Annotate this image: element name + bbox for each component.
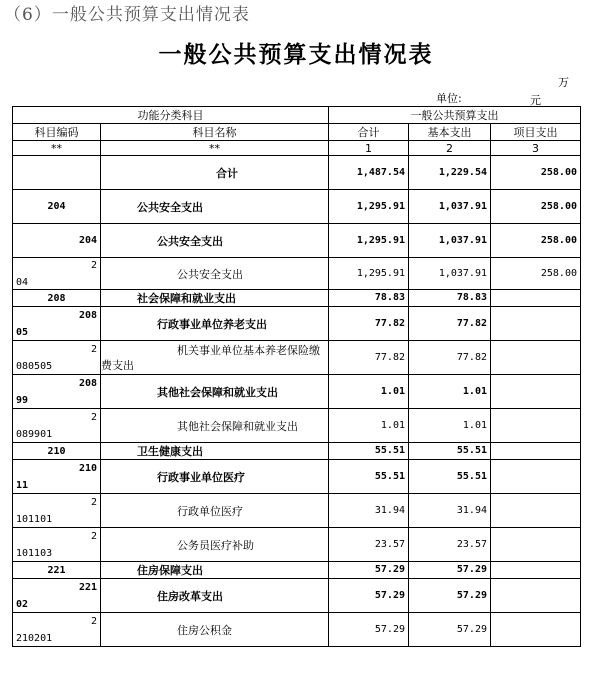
row-total: 1,295.91: [329, 190, 409, 224]
row-name-text: 机关事业单位基本养老保险缴费支出: [101, 343, 320, 372]
unit-wan: 万: [558, 76, 569, 89]
unit-yuan: 元: [530, 94, 541, 107]
row-basic: 31.94: [409, 494, 491, 528]
row-code-part-b: 080505: [16, 360, 53, 372]
row-name: 行政单位医疗: [101, 494, 329, 528]
row-code: 208: [13, 290, 101, 307]
index-basic: 2: [409, 141, 491, 156]
row-total: 1.01: [329, 375, 409, 409]
budget-table: [12, 106, 581, 647]
header-group-row: [13, 107, 581, 124]
row-name: 公共安全支出: [101, 258, 329, 290]
row-total: 78.83: [329, 290, 409, 307]
header-column-row: [13, 124, 581, 141]
row-basic: 78.83: [409, 290, 491, 307]
row-total: 1,487.54: [329, 156, 409, 190]
row-basic: 23.57: [409, 528, 491, 562]
row-code: 204: [13, 190, 101, 224]
row-code: [13, 409, 101, 443]
row-code: [13, 375, 101, 409]
table-row: [13, 375, 581, 409]
row-basic: 55.51: [409, 443, 491, 460]
row-code: [13, 258, 101, 290]
table-row: [13, 258, 581, 290]
header-group-left: 功能分类科目: [13, 107, 329, 124]
row-basic: 57.29: [409, 613, 491, 647]
index-total: 1: [329, 141, 409, 156]
row-project: [491, 290, 581, 307]
row-code-part-b: 02: [16, 598, 29, 610]
table-row: [13, 443, 581, 460]
row-code-part-a: 221: [78, 581, 97, 593]
row-project: [491, 494, 581, 528]
section-caption: （6）一般公共预算支出情况表: [4, 5, 250, 25]
row-name: 其他社会保障和就业支出: [101, 375, 329, 409]
row-name: 住房公积金: [101, 613, 329, 647]
row-project: [491, 307, 581, 341]
row-project: [491, 409, 581, 443]
row-basic: 77.82: [409, 307, 491, 341]
row-basic: 1,037.91: [409, 258, 491, 290]
row-code: [13, 460, 101, 494]
unit-label: 单位:: [436, 92, 462, 105]
row-project: 258.00: [491, 224, 581, 258]
table-row: [13, 341, 581, 375]
row-project: [491, 341, 581, 375]
header-name: 科目名称: [101, 124, 329, 141]
row-total: 77.82: [329, 341, 409, 375]
table-row: [13, 290, 581, 307]
row-total: 57.29: [329, 613, 409, 647]
row-code: [13, 528, 101, 562]
row-code-part-b: 05: [16, 326, 29, 338]
row-total: 55.51: [329, 460, 409, 494]
row-name: 公务员医疗补助: [101, 528, 329, 562]
table-row: [13, 613, 581, 647]
row-name: 卫生健康支出: [101, 443, 329, 460]
row-code-part-a: 208: [78, 377, 97, 389]
row-code-part-a: 2: [90, 259, 97, 271]
row-code-part-a: 2: [90, 343, 97, 355]
row-basic: 1.01: [409, 409, 491, 443]
row-project: [491, 460, 581, 494]
row-project: [491, 443, 581, 460]
row-code: 210: [13, 443, 101, 460]
row-name: 公共安全支出: [101, 190, 329, 224]
table-row: [13, 528, 581, 562]
row-basic: 77.82: [409, 341, 491, 375]
row-name: 其他社会保障和就业支出: [101, 409, 329, 443]
header-project: 项目支出: [491, 124, 581, 141]
table-row: [13, 409, 581, 443]
header-group-right: 一般公共预算支出: [329, 107, 581, 124]
row-name: 行政事业单位医疗: [101, 460, 329, 494]
row-code: [13, 579, 101, 613]
row-code: [13, 341, 101, 375]
row-code-part-a: 210: [78, 462, 97, 474]
row-code-part-a: 2: [90, 496, 97, 508]
row-name: 住房改革支出: [101, 579, 329, 613]
row-project: 258.00: [491, 190, 581, 224]
row-code: [13, 307, 101, 341]
row-code: [13, 494, 101, 528]
row-basic: 1.01: [409, 375, 491, 409]
row-project: [491, 375, 581, 409]
row-code: 221: [13, 562, 101, 579]
row-code-part-b: 99: [16, 394, 29, 406]
table-row-total: [13, 156, 581, 190]
row-total: 57.29: [329, 562, 409, 579]
row-basic: 57.29: [409, 562, 491, 579]
row-project: [491, 579, 581, 613]
row-name: [101, 341, 329, 375]
page-title: 一般公共预算支出情况表: [158, 42, 434, 68]
row-code-part-a: 2: [90, 615, 97, 627]
row-basic: 1,037.91: [409, 224, 491, 258]
table-row: [13, 494, 581, 528]
row-code: [13, 613, 101, 647]
table-row: [13, 307, 581, 341]
row-basic: 57.29: [409, 579, 491, 613]
row-project: 258.00: [491, 156, 581, 190]
row-code-part-b: 210201: [16, 632, 53, 644]
index-name: **: [101, 141, 329, 156]
row-name: 行政事业单位养老支出: [101, 307, 329, 341]
row-project: 258.00: [491, 258, 581, 290]
row-basic: 1,229.54: [409, 156, 491, 190]
row-total: 31.94: [329, 494, 409, 528]
row-name: 合计: [101, 156, 329, 190]
table-row: [13, 224, 581, 258]
row-name: 公共安全支出: [101, 224, 329, 258]
row-total: 77.82: [329, 307, 409, 341]
row-code-part-a: 2: [90, 530, 97, 542]
row-code-part-b: 101101: [16, 513, 53, 525]
index-project: 3: [491, 141, 581, 156]
header-index-row: [13, 141, 581, 156]
row-project: [491, 528, 581, 562]
row-code-part-a: 2: [90, 411, 97, 423]
row-basic: 1,037.91: [409, 190, 491, 224]
header-total: 合计: [329, 124, 409, 141]
row-total: 1.01: [329, 409, 409, 443]
row-code-part-b: 04: [16, 276, 29, 288]
table-row: [13, 579, 581, 613]
row-code-part-a: 208: [78, 309, 97, 321]
header-basic: 基本支出: [409, 124, 491, 141]
index-code: **: [13, 141, 101, 156]
table-row: [13, 460, 581, 494]
row-basic: 55.51: [409, 460, 491, 494]
row-code: [13, 156, 101, 190]
row-project: [491, 613, 581, 647]
row-total: 23.57: [329, 528, 409, 562]
header-code: 科目编码: [13, 124, 101, 141]
row-total: 1,295.91: [329, 258, 409, 290]
row-code-part-b: 089901: [16, 428, 53, 440]
row-total: 1,295.91: [329, 224, 409, 258]
row-total: 55.51: [329, 443, 409, 460]
row-name: 社会保障和就业支出: [101, 290, 329, 307]
row-total: 57.29: [329, 579, 409, 613]
row-code-part-b: 101103: [16, 547, 53, 559]
table-row: [13, 190, 581, 224]
table-row: [13, 562, 581, 579]
row-project: [491, 562, 581, 579]
row-code-part-b: 11: [16, 479, 29, 491]
row-name: 住房保障支出: [101, 562, 329, 579]
row-code: 204: [13, 224, 101, 258]
